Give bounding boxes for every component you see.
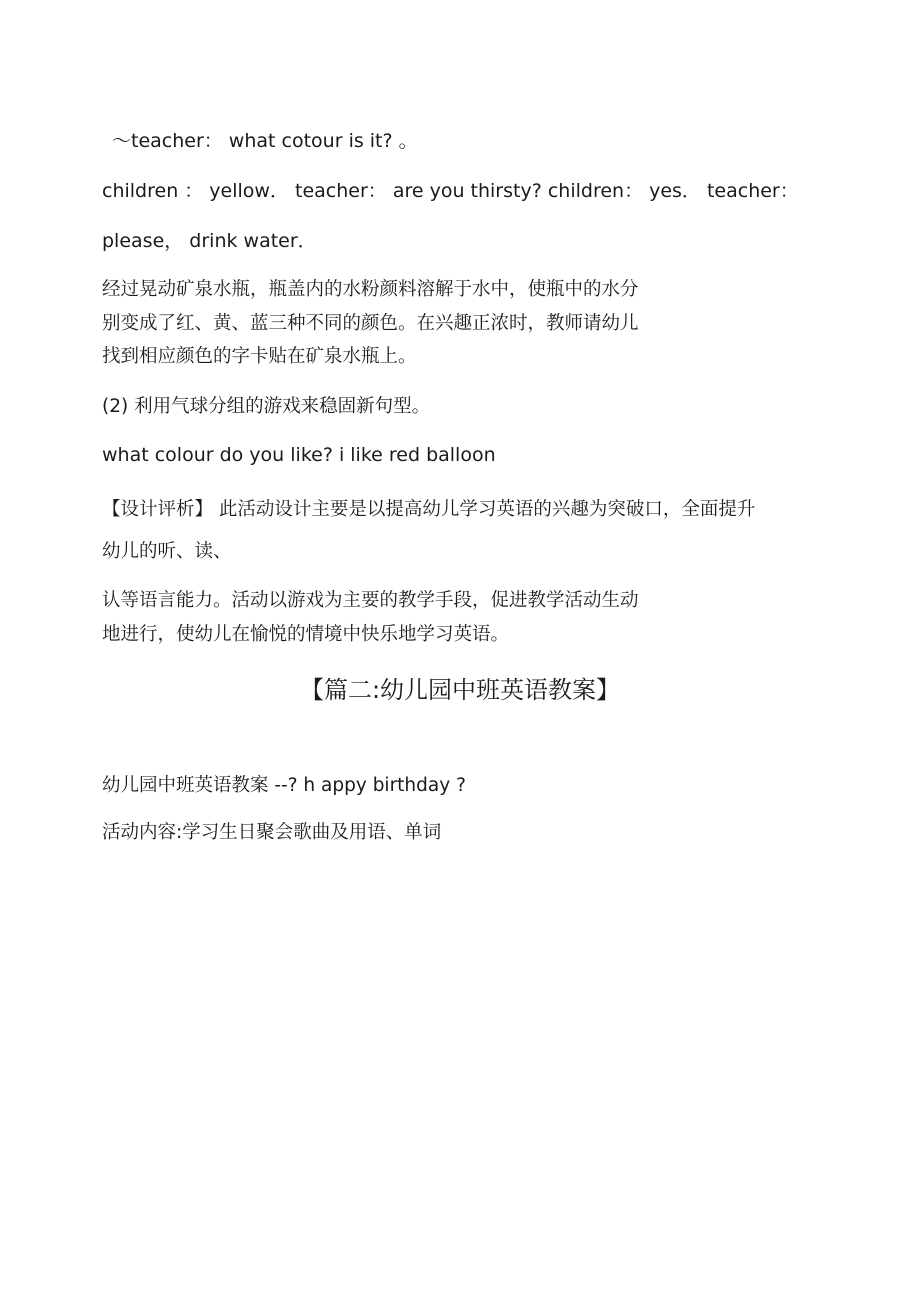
- dialogue-line-3: please， drink water．: [102, 230, 317, 252]
- design-analysis-line-1: 【设计评析】 此活动设计主要是以提高幼儿学习英语的兴趣为突破口，全面提升: [102, 499, 756, 520]
- paragraph-line-1: 经过晃动矿泉水瓶，瓶盖内的水粉颜料溶解于水中，使瓶中的水分: [102, 279, 639, 300]
- dialogue-line-2: children ： yellow． teacher： are you thirsty? children： yes． teacher：: [102, 180, 799, 202]
- design-analysis-line-2: 幼儿的听、读、: [102, 541, 232, 562]
- paragraph-line-2: 别变成了红、黄、蓝三种不同的颜色。在兴趣正浓时，教师请幼儿: [102, 313, 639, 334]
- design-analysis-line-4: 地进行，使幼儿在愉悦的情境中快乐地学习英语。: [102, 624, 510, 645]
- sentence-pattern-line: what colour do you like? i like red balloon: [102, 444, 496, 466]
- activity-content-line: 活动内容:学习生日聚会歌曲及用语、单词: [102, 822, 442, 843]
- paragraph-line-3: 找到相应颜色的字卡贴在矿泉水瓶上。: [102, 346, 417, 367]
- section-title: 【篇二:幼儿园中班英语教案】: [299, 676, 621, 704]
- step-2-heading: (2) 利用气球分组的游戏来稳固新句型。: [102, 396, 431, 417]
- lesson-plan-title: 幼儿园中班英语教案 --? h appy birthday ?: [102, 775, 466, 796]
- dialogue-line-1: ～teacher： what cotour is it? 。: [112, 130, 418, 152]
- design-analysis-line-3: 认等语言能力。活动以游戏为主要的教学手段，促进教学活动生动: [102, 590, 639, 611]
